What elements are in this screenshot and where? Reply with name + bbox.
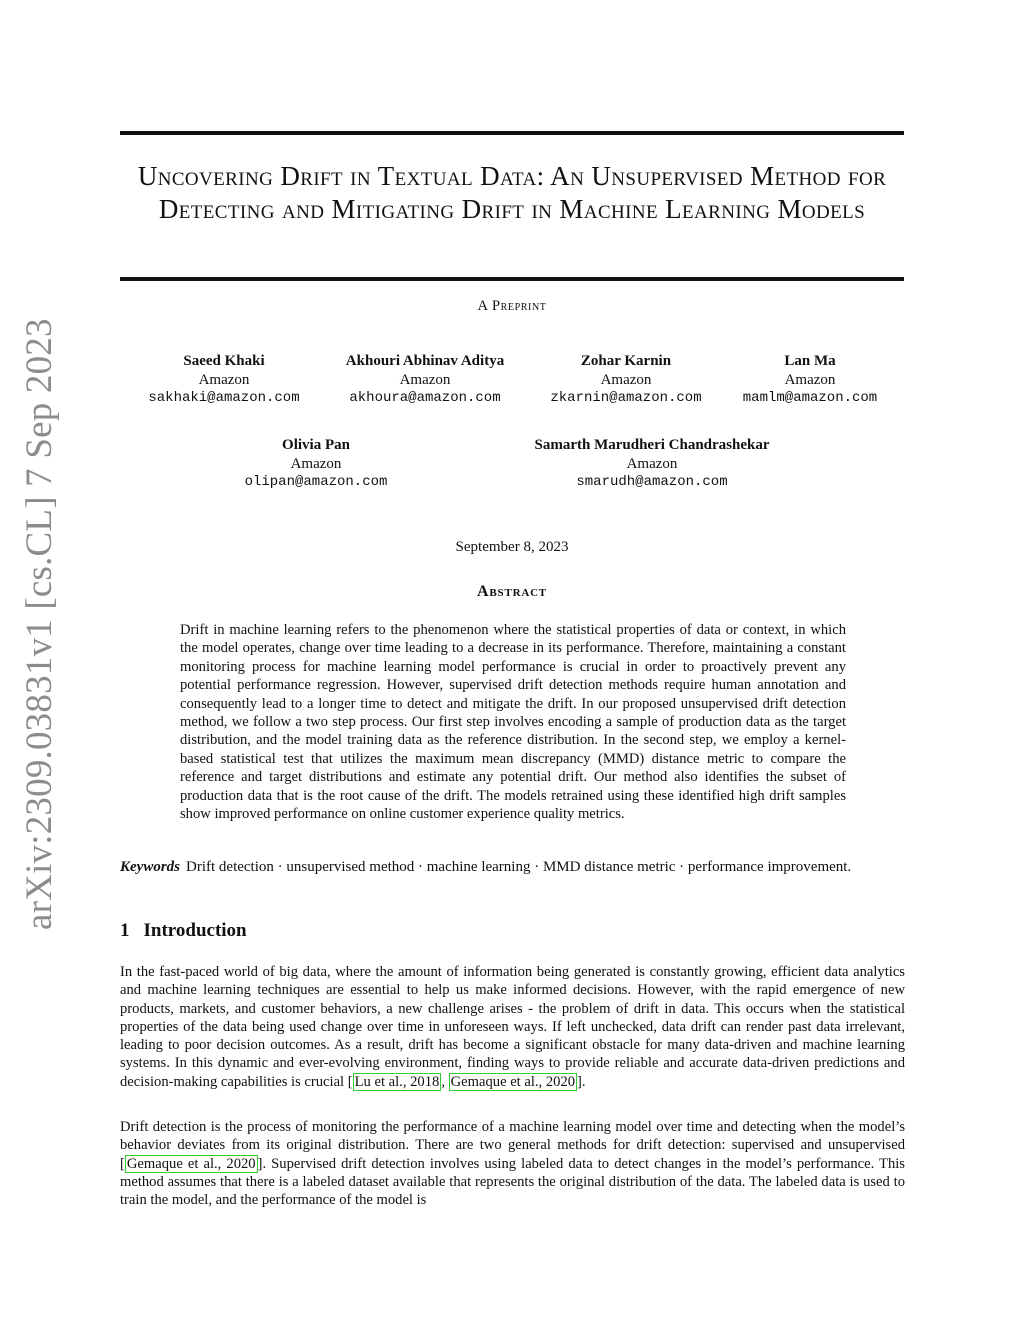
title-bottom-rule [120, 277, 904, 281]
author-name: Zohar Karnin [580, 353, 672, 369]
abstract-text: Drift in machine learning refers to the phenomenon where the statistical properties of data or context, in which the model operates, change over time leading to a decrease in its performance. Therefore, maintaining a constant monitoring process for machine learning model performance is crucial in order to proactively prevent any potential performance regression. However, supervised drift detection methods require human annotation and consequently lead to a longer time to detect and mitigate the drift. In our proposed unsupervised drift detection method, we follow a two step process. Our first step involves encoding a sample of production data as the target distribution, and the model training data as the reference distribution. In the second step, we employ a kernel-based statistical test that utilizes the maximum mean discrepancy (MMD) distance metric to compare the reference and target distributions and estimate any potential drift. Our method also identifies the subset of production data that is the root cause of the drift. The models retrained using these identified high drift samples show improved performance on online customer experience quality metrics. [180, 622, 846, 823]
abstract-heading: Abstract [477, 583, 547, 600]
author-block [737, 352, 883, 408]
citation-close: ]. [577, 1073, 586, 1090]
title-top-rule [120, 131, 904, 135]
keywords-label: Keywords [120, 859, 180, 875]
paragraph-text: Drift detection is the process of monitoring the performance of a machine learning model over time and detecting when the model’s behavior deviates from its original distribution. There are two general methods for drift detection: supervised and unsupervised [ [120, 1119, 905, 1172]
keywords [120, 858, 870, 877]
author-email[interactable]: mamlm@amazon.com [742, 390, 878, 406]
author-block [238, 436, 394, 492]
author-block [510, 436, 794, 492]
section-title: Introduction [143, 920, 247, 941]
intro-paragraph-1 [120, 963, 905, 1091]
author-email[interactable]: sakhaki@amazon.com [148, 390, 300, 406]
author-name: Lan Ma [784, 353, 836, 369]
author-name: Samarth Marudheri Chandrashekar [534, 437, 770, 453]
arxiv-stamp: arXiv:2309.03831v1 [cs.CL] 7 Sep 2023 [19, 318, 60, 930]
publication-date: September 8, 2023 [455, 539, 569, 555]
preprint-label: A Preprint [477, 298, 547, 314]
author-block [546, 352, 706, 408]
author-email[interactable]: olipan@amazon.com [244, 474, 388, 490]
author-affiliation: Amazon [399, 371, 451, 388]
citation-link[interactable]: Lu et al., 2018 [354, 1073, 440, 1090]
author-affiliation: Amazon [784, 371, 836, 388]
author-name: Saeed Khaki [183, 353, 265, 369]
paragraph-text: ]. Supervised drift detection involves using labeled data to detect changes in the model’s performance. This method assumes that there is a labeled dataset available that represents the original distribution of the data. The labeled data is used to train the model, and the performance of the model is [120, 1155, 905, 1209]
keywords-text: Drift detection · unsupervised method · machine learning · MMD distance metric · performance improvement. [186, 859, 852, 875]
author-block [330, 352, 520, 408]
paper-title: Uncovering Drift in Textual Data: An Unsupervised Method for Detecting and Mitigating Drift in Machine Learning Models [137, 161, 887, 224]
author-block [144, 352, 304, 408]
citation-separator: , [441, 1073, 449, 1090]
citation-link[interactable]: Gemaque et al., 2020 [126, 1155, 256, 1172]
author-email[interactable]: zkarnin@amazon.com [550, 390, 702, 406]
section-number: 1 [120, 920, 130, 941]
intro-paragraph-2 [120, 1118, 905, 1209]
paragraph-text: In the fast-paced world of big data, where the amount of information being generated is constantly growing, efficient data analytics and machine learning techniques are essential to help us make informed decisions. However, with the rapid emergence of new products, markets, and customer behaviors, a new challenge arises - the problem of drift in data. This occurs when the statistical properties of the data being used change over time in unforeseen ways. If left unchecked, data drift can render past data irrelevant, leading to poor decision outcomes. As a result, drift has become a significant obstacle for many data-driven and machine learning systems. In this dynamic and ever-evolving environment, finding ways to provide reliable and accurate data-driven predictions and decision-making capabilities is crucial [ [120, 964, 905, 1090]
author-affiliation: Amazon [626, 455, 678, 472]
author-email[interactable]: smarudh@amazon.com [576, 474, 728, 490]
author-name: Olivia Pan [282, 437, 350, 453]
author-email[interactable]: akhoura@amazon.com [349, 390, 501, 406]
author-affiliation: Amazon [600, 371, 652, 388]
section-heading [120, 920, 247, 942]
author-affiliation: Amazon [198, 371, 250, 388]
citation-link[interactable]: Gemaque et al., 2020 [450, 1073, 576, 1090]
author-affiliation: Amazon [290, 455, 342, 472]
author-name: Akhouri Abhinav Aditya [345, 353, 505, 369]
